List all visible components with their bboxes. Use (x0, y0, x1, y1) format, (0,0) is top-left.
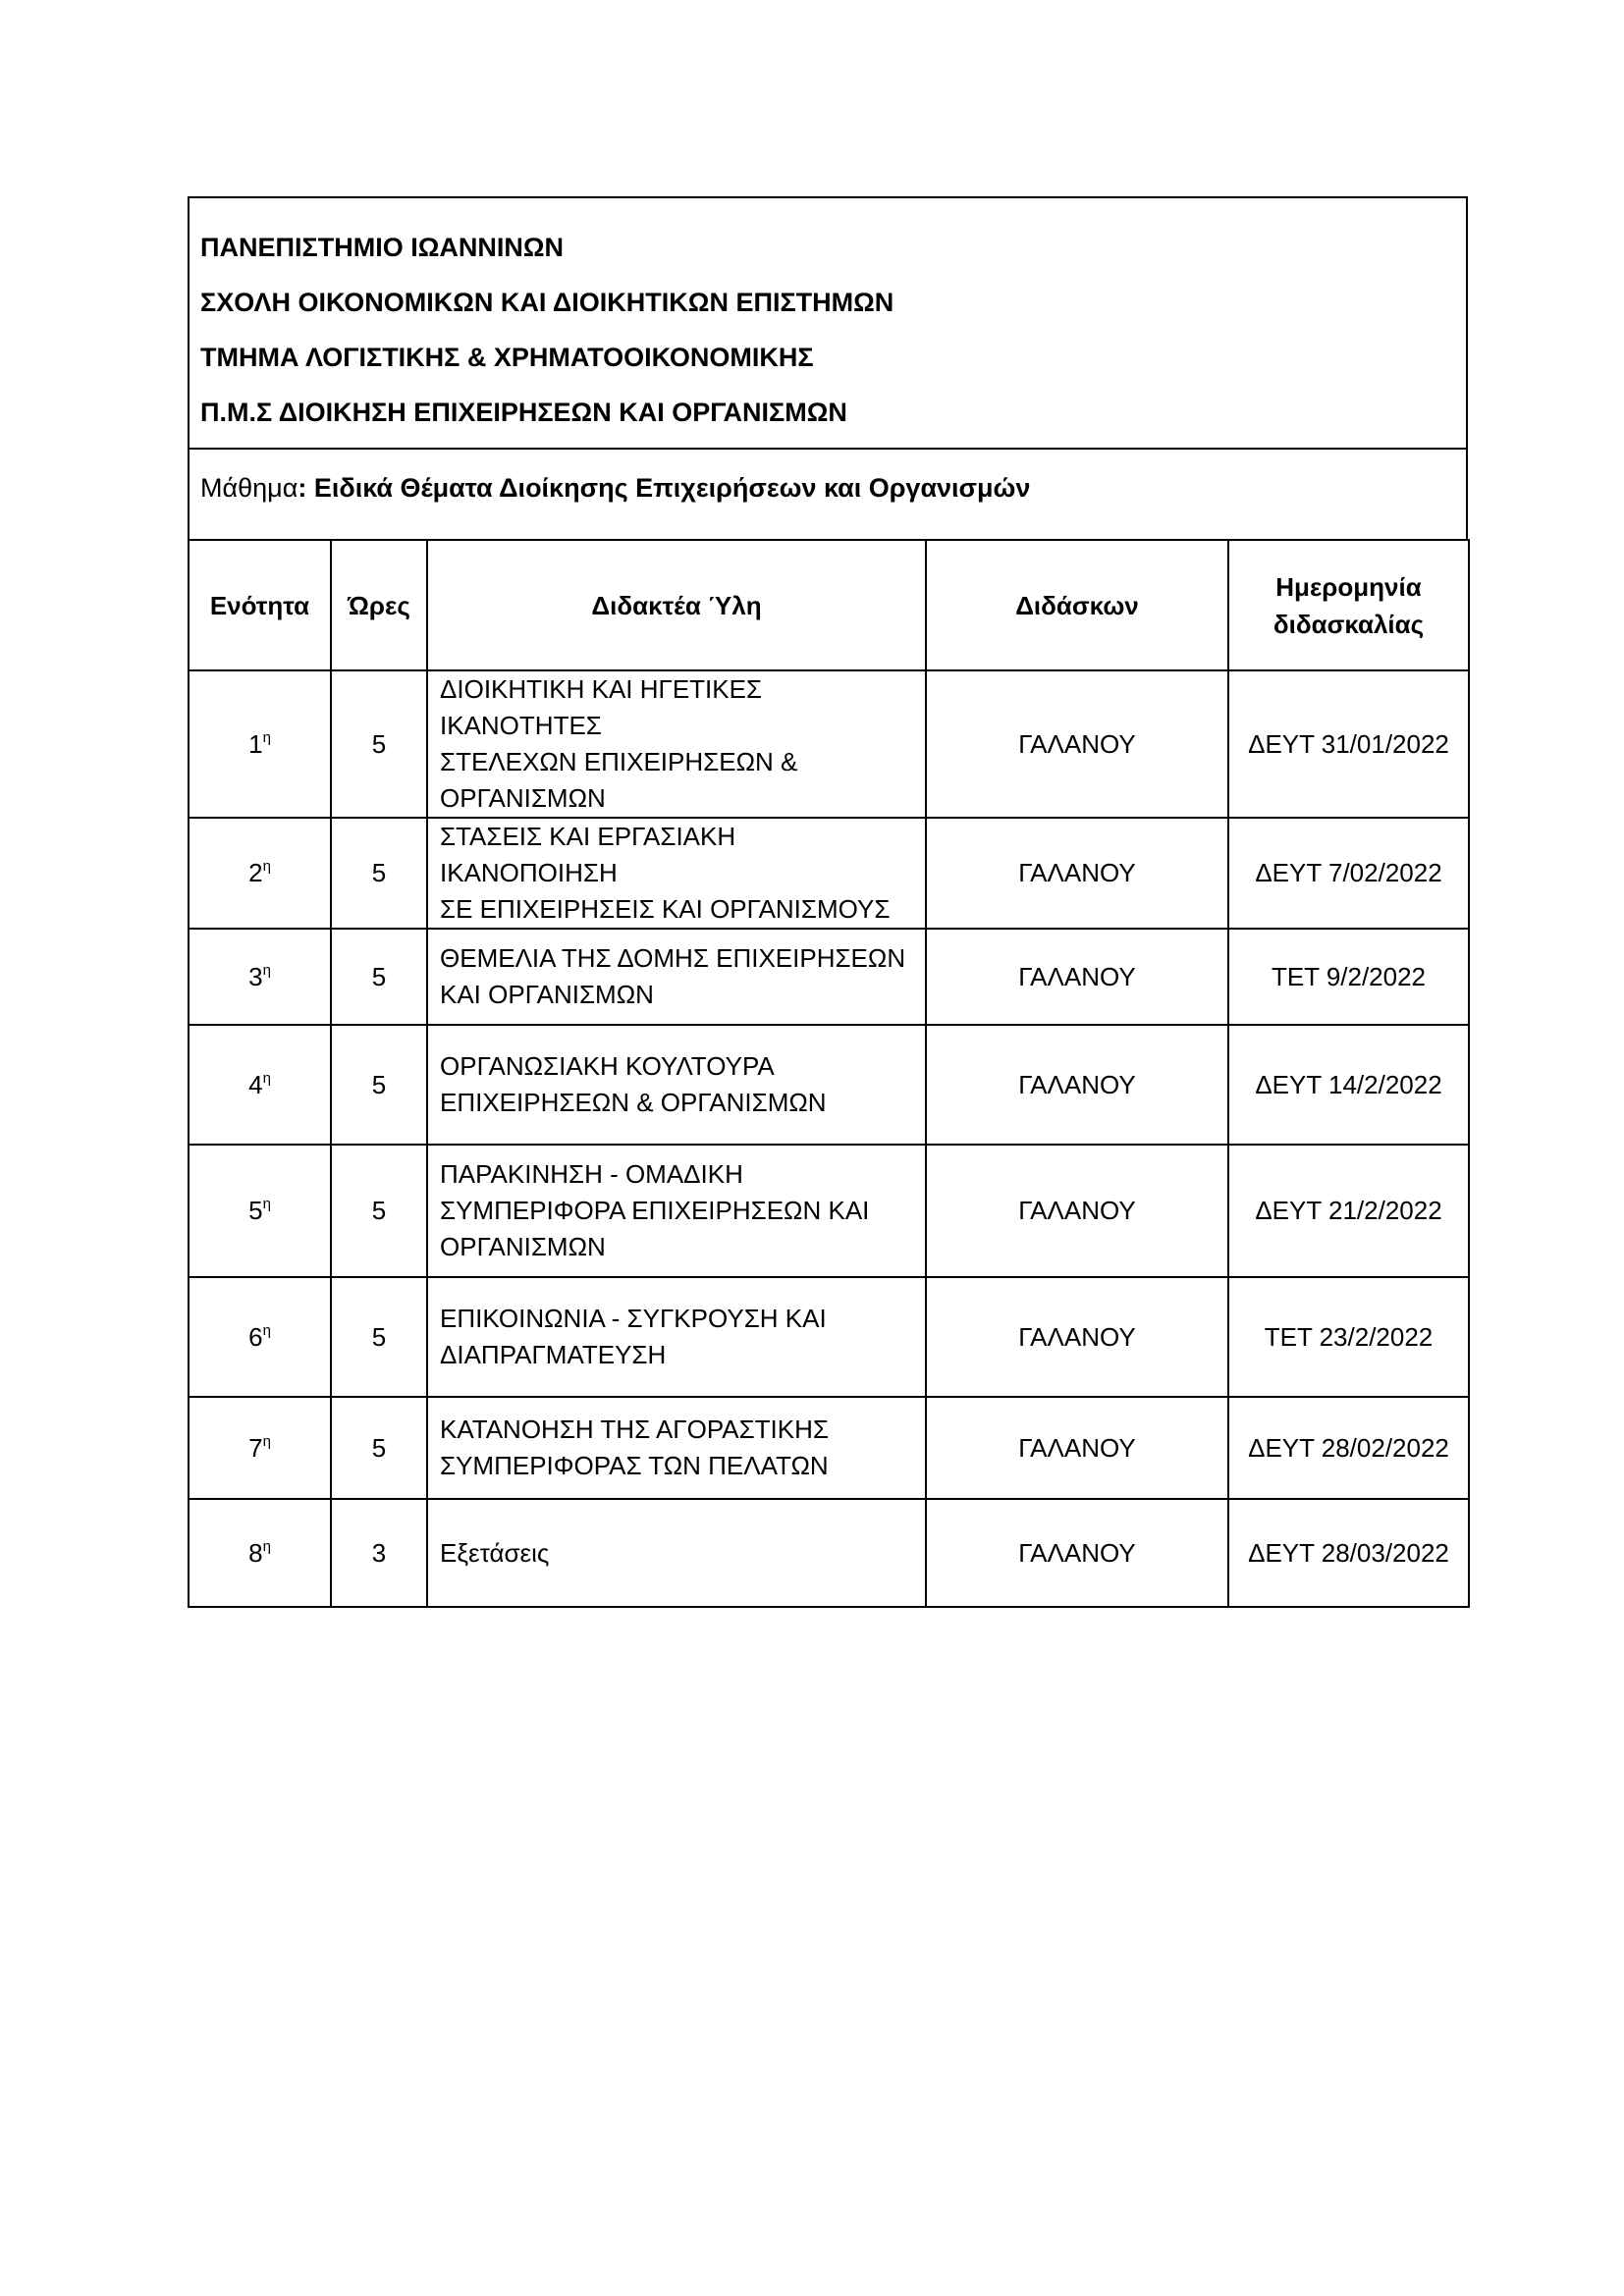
date-cell: ΔΕΥΤ 28/02/2022 (1228, 1397, 1469, 1499)
hours-cell: 3 (331, 1499, 427, 1607)
topic-line: ΔΙΟΙΚΗΤΙΚΗ ΚΑΙ ΗΓΕΤΙΚΕΣ ΙΚΑΝΟΤΗΤΕΣ (440, 674, 763, 740)
topic-line: ΚΑΙ ΟΡΓΑΝΙΣΜΩΝ (440, 980, 654, 1009)
table-row (189, 929, 1469, 1025)
hours-cell: 5 (331, 929, 427, 1025)
teacher-cell: ΓΑΛΑΝΟΥ (926, 1397, 1228, 1499)
unit-number: 8 (248, 1537, 263, 1568)
department-name: ΤΜΗΜΑ ΛΟΓΙΣΤΙΚΗΣ & ΧΡΗΜΑΤΟΟΙΚΟΝΟΜΙΚΗΣ (200, 343, 814, 372)
unit-cell (189, 1145, 331, 1277)
unit-number: 2 (248, 858, 263, 887)
ordinal-suffix: η (262, 858, 271, 875)
date-cell: ΔΕΥΤ 21/2/2022 (1228, 1145, 1469, 1277)
table-row (189, 1145, 1469, 1277)
topic-line: ΠΑΡΑΚΙΝΗΣΗ - ΟΜΑΔΙΚΗ (440, 1159, 743, 1189)
hours-cell: 5 (331, 1277, 427, 1397)
column-header-teacher: Διδάσκων (926, 540, 1228, 670)
teacher-cell: ΓΑΛΑΝΟΥ (926, 1499, 1228, 1607)
date-cell: ΔΕΥΤ 14/2/2022 (1228, 1025, 1469, 1145)
teacher-cell: ΓΑΛΑΝΟΥ (926, 1025, 1228, 1145)
date-cell: ΤΕΤ 23/2/2022 (1228, 1277, 1469, 1397)
topic-line: Εξετάσεις (440, 1537, 550, 1568)
topic-line: ΣΥΜΠΕΡΙΦΟΡΑΣ ΤΩΝ ΠΕΛΑΤΩΝ (440, 1451, 829, 1480)
topic-cell (427, 670, 926, 818)
ordinal-suffix: η (262, 1196, 271, 1212)
unit-number: 3 (248, 961, 263, 991)
course-separator: : (298, 473, 307, 503)
table-row (189, 1277, 1469, 1397)
date-cell: ΤΕΤ 9/2/2022 (1228, 929, 1469, 1025)
table-header-row (189, 540, 1469, 670)
university-name: ΠΑΝΕΠΙΣΤΗΜΙΟ ΙΩΑΝΝΙΝΩΝ (200, 233, 564, 262)
topic-line: ΕΠΙΧΕΙΡΗΣΕΩΝ & ΟΡΓΑΝΙΣΜΩΝ (440, 1088, 827, 1117)
date-cell: ΔΕΥΤ 28/03/2022 (1228, 1499, 1469, 1607)
unit-cell (189, 670, 331, 818)
table-row (189, 818, 1469, 929)
unit-cell (189, 1277, 331, 1397)
topic-cell (427, 1499, 926, 1607)
hours-cell: 5 (331, 670, 427, 818)
topic-line: ΟΡΓΑΝΩΣΙΑΚΗ ΚΟΥΛΤΟΥΡΑ (440, 1051, 775, 1081)
ordinal-suffix: η (262, 1537, 271, 1555)
ordinal-suffix: η (262, 1069, 271, 1087)
column-header-hours: Ώρες (331, 540, 427, 670)
topic-line: ΕΠΙΚΟΙΝΩΝΙΑ - ΣΥΓΚΡΟΥΣΗ ΚΑΙ (440, 1304, 827, 1333)
hours-cell: 5 (331, 1397, 427, 1499)
ordinal-suffix: η (262, 961, 271, 979)
table-row (189, 1397, 1469, 1499)
topic-line: ΔΙΑΠΡΑΓΜΑΤΕΥΣΗ (440, 1340, 667, 1369)
institution-header (188, 196, 1468, 448)
unit-number: 5 (248, 1196, 263, 1225)
teacher-cell: ΓΑΛΑΝΟΥ (926, 929, 1228, 1025)
course-name: Ειδικά Θέματα Διοίκησης Επιχειρήσεων και Οργανισμών (306, 473, 1031, 503)
date-cell: ΔΕΥΤ 7/02/2022 (1228, 818, 1469, 929)
topic-line: ΟΡΓΑΝΙΣΜΩΝ (440, 1232, 606, 1261)
unit-cell (189, 1499, 331, 1607)
topic-line: ΣΤΕΛΕΧΩΝ ΕΠΙΧΕΙΡΗΣΕΩΝ & (440, 747, 798, 776)
date-cell: ΔΕΥΤ 31/01/2022 (1228, 670, 1469, 818)
unit-cell (189, 1397, 331, 1499)
unit-cell (189, 818, 331, 929)
course-row (188, 448, 1468, 539)
topic-line: ΚΑΤΑΝΟΗΣΗ ΤΗΣ ΑΓΟΡΑΣΤΙΚΗΣ (440, 1415, 829, 1444)
document-page (188, 196, 1468, 1608)
topic-cell (427, 1397, 926, 1499)
topic-cell (427, 929, 926, 1025)
unit-cell (189, 929, 331, 1025)
unit-number: 7 (248, 1432, 263, 1463)
topic-line: ΣΥΜΠΕΡΙΦΟΡΑ ΕΠΙΧΕΙΡΗΣΕΩΝ ΚΑΙ (440, 1196, 870, 1225)
schedule-table (188, 539, 1470, 1608)
course-label: Μάθημα (200, 473, 298, 503)
hours-cell: 5 (331, 1025, 427, 1145)
hours-cell: 5 (331, 1145, 427, 1277)
column-header-date (1228, 540, 1469, 670)
unit-number: 4 (248, 1069, 263, 1099)
topic-cell (427, 1145, 926, 1277)
topic-line: ΣΕ ΕΠΙΧΕΙΡΗΣΕΙΣ ΚΑΙ ΟΡΓΑΝΙΣΜΟΥΣ (440, 894, 891, 924)
table-row (189, 670, 1469, 818)
topic-cell (427, 1025, 926, 1145)
teacher-cell: ΓΑΛΑΝΟΥ (926, 1145, 1228, 1277)
ordinal-suffix: η (262, 1321, 271, 1339)
column-header-date-line2: διδασκαλίας (1272, 609, 1425, 639)
topic-line: ΘΕΜΕΛΙΑ ΤΗΣ ΔΟΜΗΣ ΕΠΙΧΕΙΡΗΣΕΩΝ (440, 943, 906, 973)
ordinal-suffix: η (262, 728, 271, 746)
topic-cell (427, 818, 926, 929)
unit-cell (189, 1025, 331, 1145)
unit-number: 1 (248, 728, 263, 759)
table-row (189, 1025, 1469, 1145)
teacher-cell: ΓΑΛΑΝΟΥ (926, 670, 1228, 818)
teacher-cell: ΓΑΛΑΝΟΥ (926, 1277, 1228, 1397)
column-header-unit: Ενότητα (189, 540, 331, 670)
program-name: Π.Μ.Σ ΔΙΟΙΚΗΣΗ ΕΠΙΧΕΙΡΗΣΕΩΝ ΚΑΙ ΟΡΓΑΝΙΣΜΩΝ (200, 398, 847, 427)
school-name: ΣΧΟΛΗ ΟΙΚΟΝΟΜΙΚΩΝ ΚΑΙ ΔΙΟΙΚΗΤΙΚΩΝ ΕΠΙΣΤΗΜΩΝ (200, 288, 894, 317)
table-row (189, 1499, 1469, 1607)
ordinal-suffix: η (262, 1432, 271, 1450)
column-header-date-line1: Ημερομηνία (1275, 571, 1422, 602)
topic-line: ΟΡΓΑΝΙΣΜΩΝ (440, 783, 606, 813)
topic-cell (427, 1277, 926, 1397)
teacher-cell: ΓΑΛΑΝΟΥ (926, 818, 1228, 929)
topic-line: ΣΤΑΣΕΙΣ ΚΑΙ ΕΡΓΑΣΙΑΚΗ ΙΚΑΝΟΠΟΙΗΣΗ (440, 822, 736, 887)
unit-number: 6 (248, 1321, 263, 1352)
column-header-topic: Διδακτέα Ύλη (427, 540, 926, 670)
hours-cell: 5 (331, 818, 427, 929)
